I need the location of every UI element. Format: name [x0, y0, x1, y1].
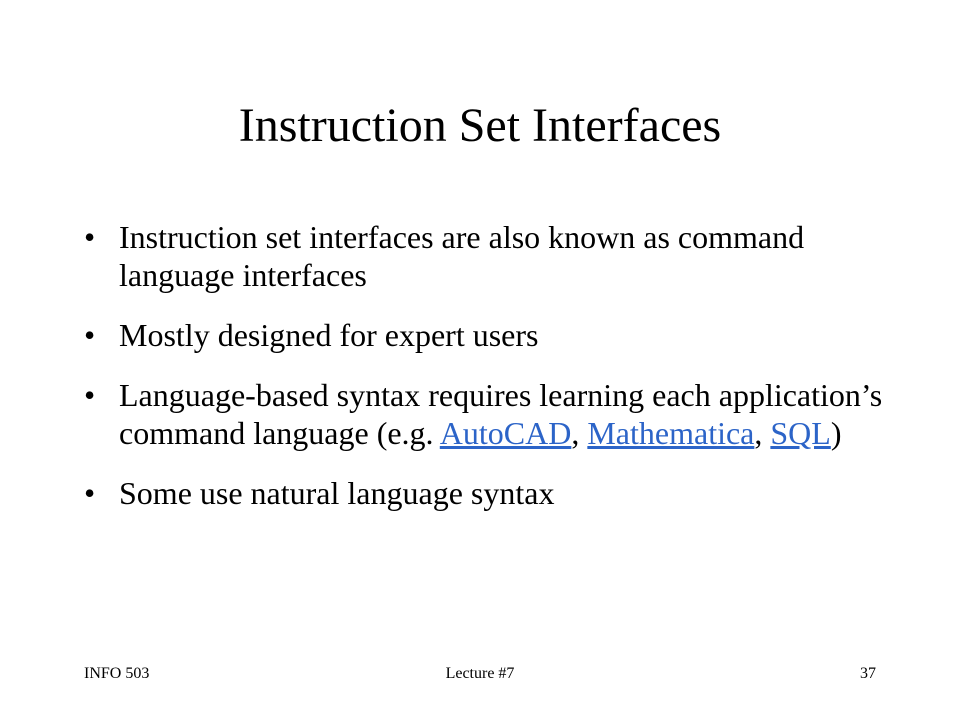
footer-lecture: Lecture #7: [445, 665, 515, 682]
link-separator: ,: [571, 415, 588, 451]
bullet-marker: •: [84, 317, 96, 353]
autocad-link[interactable]: AutoCAD: [439, 415, 572, 451]
mathematica-link[interactable]: Mathematica: [587, 415, 755, 451]
bullet-text: Language-based syntax requires learning each application’s command language (e.g.: [119, 377, 883, 451]
bullet-marker: •: [84, 219, 96, 255]
bullet-item: [84, 218, 904, 294]
bullet-item: [84, 316, 904, 354]
sql-link[interactable]: SQL: [770, 415, 831, 451]
bullet-text: Some use natural language syntax: [119, 475, 555, 511]
link-separator: ,: [754, 415, 771, 451]
bullet-marker: •: [84, 475, 96, 511]
bullet-marker: •: [84, 377, 96, 413]
bullet-list: [84, 218, 904, 534]
slide-title: Instruction Set Interfaces: [238, 99, 722, 152]
bullet-text: Mostly designed for expert users: [119, 317, 539, 353]
bullet-item: [84, 376, 904, 452]
bullet-text-end: ): [830, 415, 842, 451]
footer-course: INFO 503: [84, 665, 150, 682]
bullet-text: Instruction set interfaces are also known as command language interfaces: [119, 219, 805, 293]
bullet-item: [84, 474, 904, 512]
footer-page-number: 37: [860, 665, 876, 682]
